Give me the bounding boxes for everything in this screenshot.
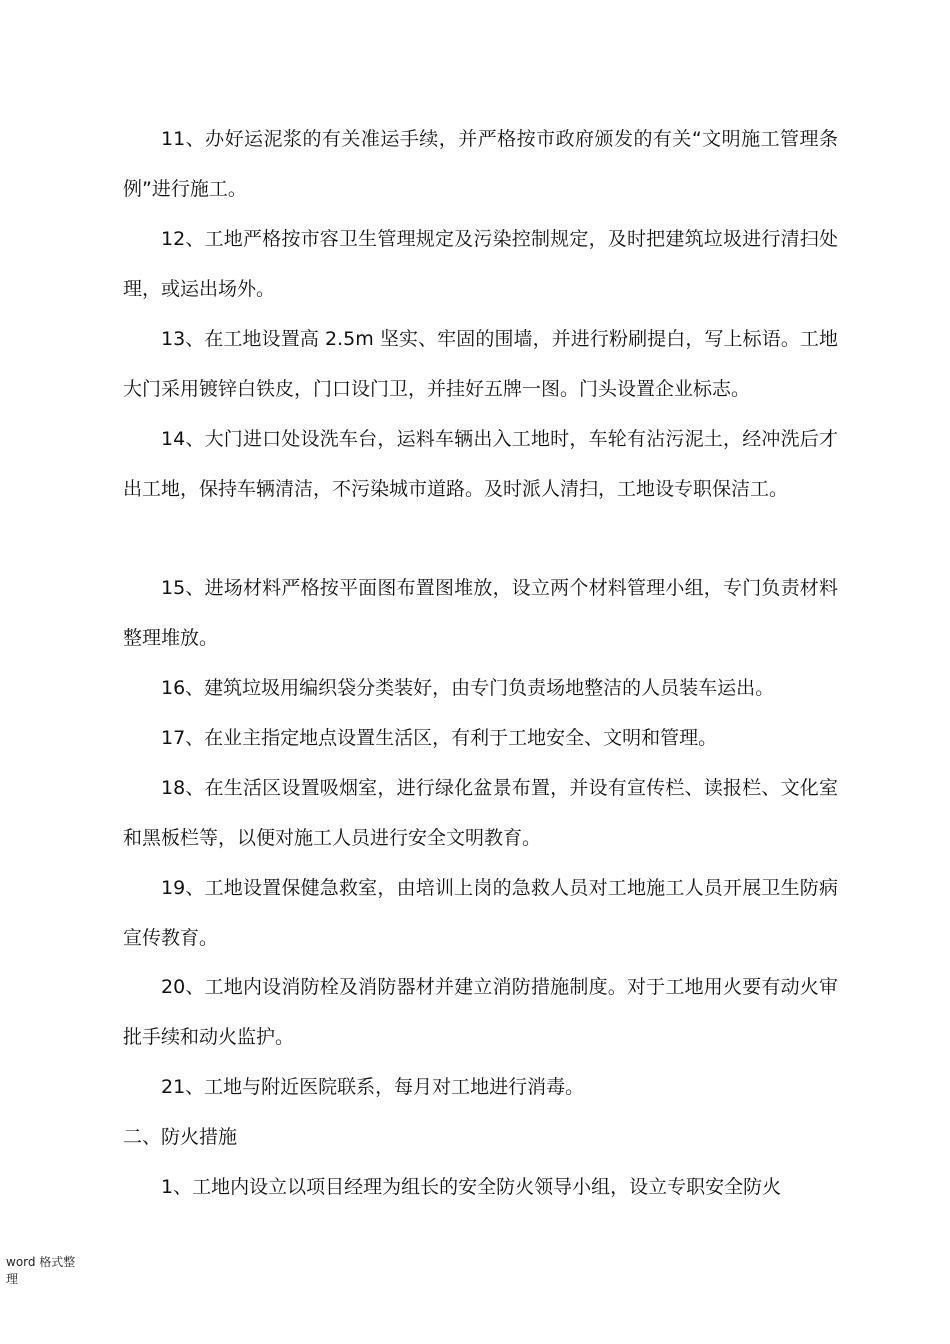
footer-line-2: 理 <box>6 1272 19 1286</box>
paragraph-15: 15、进场材料严格按平面图布置图堆放，设立两个材料管理小组，专门负责材料整理堆放。 <box>123 577 838 649</box>
paragraph-21: 21、工地与附近医院联系，每月对工地进行消毒。 <box>161 1076 585 1098</box>
paragraph-18: 18、在生活区设置吸烟室，进行绿化盆景布置，并设有宣传栏、读报栏、文化室和黑板栏等，以便对施工人员进行安全文明教育。 <box>123 777 838 849</box>
page-footer <box>6 1254 96 1288</box>
section-heading-fire-prevention: 二、防火措施 <box>123 1126 238 1148</box>
footer-line-1: word 格式整 <box>6 1255 76 1269</box>
paragraph-14: 14、大门进口处设洗车台，运料车辆出入工地时，车轮有沾污泥土，经冲洗后才出工地，保持车辆清洁，不污染城市道路。及时派人清扫，工地设专职保洁工。 <box>123 428 838 500</box>
paragraph-16: 16、建筑垃圾用编织袋分类装好，由专门负责场地整洁的人员装车运出。 <box>161 677 775 699</box>
paragraph-13: 13、在工地设置高 2.5m 坚实、牢固的围墙，并进行粉刷提白，写上标语。工地大门采用镀锌白铁皮，门口设门卫，并挂好五牌一图。门头设置企业标志。 <box>123 328 838 400</box>
paragraph-11: 11、办好运泥浆的有关准运手续，并严格按市政府颁发的有关“文明施工管理条例”进行施工。 <box>123 128 838 200</box>
paragraph-19: 19、工地设置保健急救室，由培训上岗的急救人员对工地施工人员开展卫生防病宣传教育。 <box>123 877 838 949</box>
paragraph-20: 20、工地内设消防栓及消防器材并建立消防措施制度。对于工地用火要有动火审批手续和动火监护。 <box>123 976 838 1048</box>
paragraph-17: 17、在业主指定地点设置生活区，有利于工地安全、文明和管理。 <box>161 727 718 749</box>
paragraph-12: 12、工地严格按市容卫生管理规定及污染控制规定，及时把建筑垃圾进行清扫处理，或运出场外。 <box>123 228 838 300</box>
paragraph-fire-1: 1、工地内设立以项目经理为组长的安全防火领导小组，设立专职安全防火 <box>161 1176 782 1198</box>
